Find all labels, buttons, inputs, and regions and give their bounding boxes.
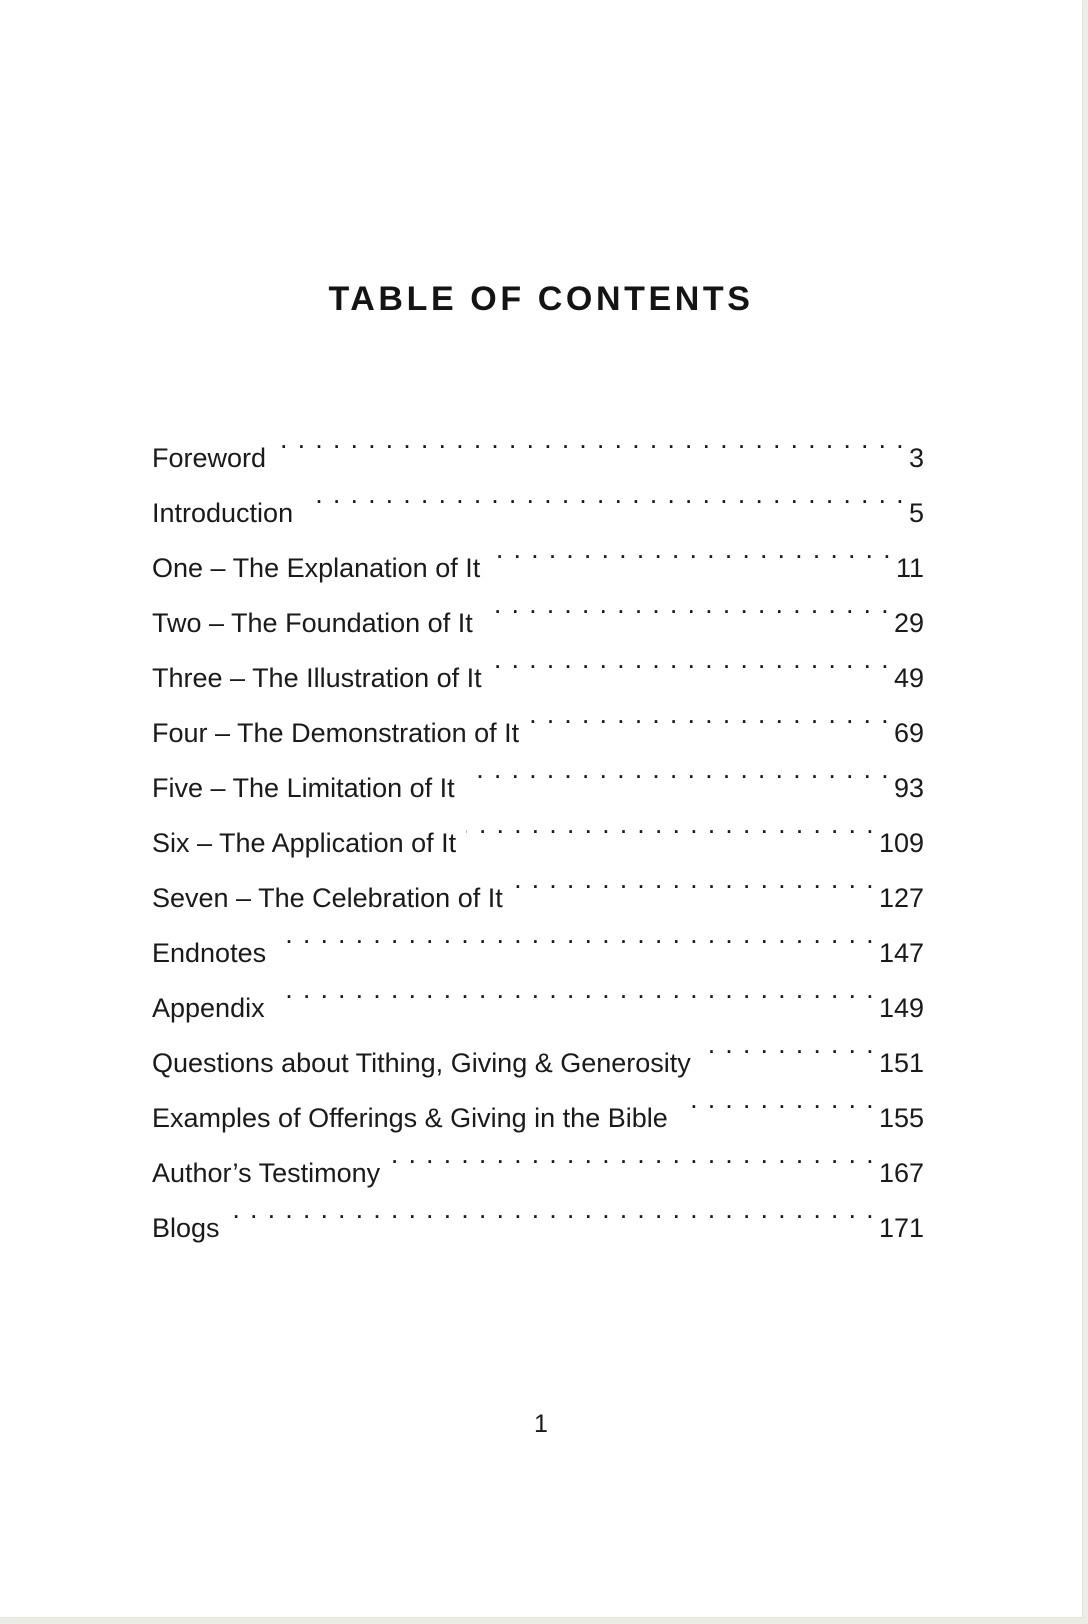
toc-entry-title: Foreword [152, 443, 267, 473]
toc-entry-page: 109 [878, 828, 924, 858]
toc-entry-page: 3 [908, 443, 924, 473]
dot-leader [492, 632, 890, 687]
dot-leader [390, 1127, 875, 1182]
dot-leader [465, 742, 890, 797]
toc-entry-title: Three – The Illustration of It [152, 663, 482, 693]
toc-entry-title: Four – The Demonstration of It [152, 718, 520, 748]
toc-entry-page: 155 [878, 1103, 924, 1133]
dot-leader [276, 907, 875, 962]
toc-entry-title: Two – The Foundation of It [152, 608, 473, 638]
toc-entry-page: 29 [893, 608, 924, 638]
dot-leader [701, 1017, 875, 1072]
toc-entry-title: Six – The Application of It [152, 828, 457, 858]
toc-entry-title: Appendix [152, 993, 265, 1023]
toc-entry-title: Blogs [152, 1213, 220, 1243]
toc-entry [152, 1182, 924, 1243]
dot-leader [275, 962, 875, 1017]
toc-entry-title: Author’s Testimony [152, 1158, 381, 1188]
toc-entry [152, 412, 924, 473]
dot-leader [529, 687, 890, 742]
toc-entry-title: Questions about Tithing, Giving & Generosity [152, 1048, 691, 1078]
dot-leader [276, 412, 905, 467]
toc-entry-title: Examples of Offerings & Giving in the Bible [152, 1103, 668, 1133]
table-of-contents [152, 412, 924, 1243]
toc-entry-page: 5 [908, 498, 924, 528]
toc-entry-page: 11 [895, 553, 924, 583]
toc-entry-page: 93 [893, 773, 924, 803]
page-number: 1 [534, 1410, 548, 1438]
toc-entry-page: 151 [878, 1048, 924, 1078]
page-title: TABLE OF CONTENTS [328, 280, 754, 318]
toc-entry-page: 171 [878, 1213, 924, 1243]
dot-leader [230, 1182, 875, 1237]
toc-entry-title: Five – The Limitation of It [152, 773, 455, 803]
toc-entry-title: One – The Explanation of It [152, 553, 481, 583]
toc-entry-page: 49 [893, 663, 924, 693]
toc-entry-page: 147 [878, 938, 924, 968]
toc-entry-page: 149 [878, 993, 924, 1023]
toc-entry-title: Seven – The Celebration of It [152, 883, 503, 913]
dot-leader [483, 577, 890, 632]
dot-leader [303, 467, 905, 522]
dot-leader [466, 797, 875, 852]
toc-entry-page: 69 [893, 718, 924, 748]
dot-leader [678, 1072, 875, 1127]
dot-leader [513, 852, 875, 907]
toc-entry-page: 127 [878, 883, 924, 913]
toc-entry-page: 167 [878, 1158, 924, 1188]
toc-entry-title: Introduction [152, 498, 294, 528]
dot-leader [490, 522, 892, 577]
toc-entry-title: Endnotes [152, 938, 267, 968]
